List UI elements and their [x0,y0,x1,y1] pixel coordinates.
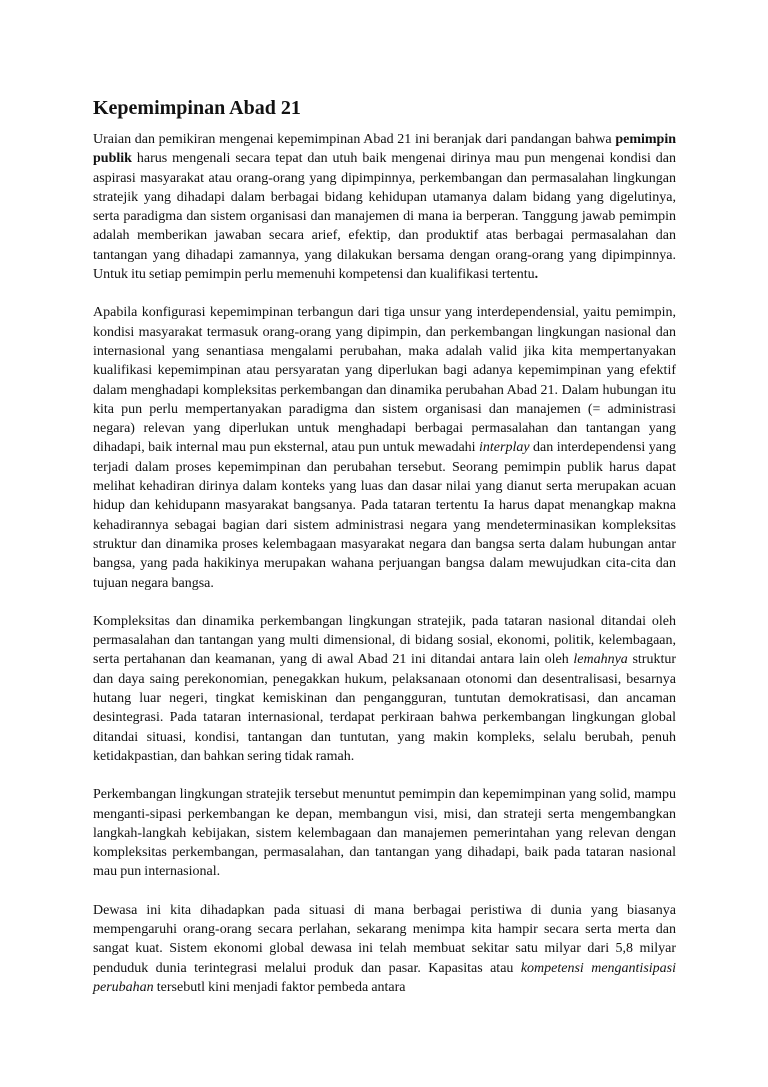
paragraph-5-text-a: Dewasa ini kita dihadapkan pada situasi di mana berbagai peristiwa di dunia yang biasanya mempengaruhi orang-orang secara perlahan, sekarang menimpa kita hampir secara serta merta dan sangat kuat. Sistem ekonomi global dewasa ini telah membuat sekitar satu milyar dari 5,8 milyar penduduk dunia terintegrasi melalui produk dan pasar. Kapasitas atau [93,902,676,976]
paragraph-1-text-c: harus mengenali secara tepat dan utuh baik mengenai dirinya mau pun mengenai kondisi dan aspirasi masyarakat atau orang-orang yang dipimpinnya, perkembangan dan permasalahan lingkungan stratejik yang dihadapi dalam berbagai bidang kehidupan utamanya dalam bidang yang digelutinya, serta paradigma dan sistem organisasi dan manajemen di mana ia berperan. Tanggung jawab pemimpin adalah memberikan jawaban secara arief, efektip, dan produktif atas berbagai permasalahan dan tantangan yang dihadapi zamannya, yang dilakukan bersama dengan orang-orang yang dipimpinnya. Untuk itu setiap pemimpin perlu memenuhi kompetensi dan kualifikasi tertentu [93,151,676,283]
paragraph-3-text-a: Kompleksitas dan dinamika perkembangan lingkungan stratejik, pada tataran nasional ditandai oleh permasalahan dan tantangan yang multi dimensional, di bidang sosial, ekonomi, politik, kelembagaan, serta pertahanan dan keamanan, yang di awal Abad 21 ini ditandai antara lain oleh [93,613,676,668]
paragraph-1 [93,130,676,284]
document-body [93,95,676,997]
paragraph-3 [93,612,676,766]
paragraph-2-italic-term: interplay [479,440,530,456]
paragraph-2-text-c: dan interdependensi yang terjadi dalam proses kepemimpinan dan perubahan tersebut. Seorang pemimpin publik harus dapat melihat kehadiran dirinya dalam konteks yang luas dan dasar nilai yang dianut serta merupakan acuan hidup dan kehidupann masyarakat bangsanya. Pada tataran tertentu Ia harus dapat menangkap makna kehadirannya sebagai bagian dari sistem administrasi negara yang mendeterminasikan kompleksitas struktur dan dinamika proses kelembagaan masyarakat negara dan bangsa serta dalam hubungan antar bangsa, yang pada hakikinya merupakan wahana perjuangan bangsa dalam mewujudkan cita-cita dan tujuan negara bangsa. [93,440,676,591]
paragraph-1-bold-term: pemimpin publik [93,132,676,167]
paragraph-2-text-a: Apabila konfigurasi kepemimpinan terbangun dari tiga unsur yang interdependensial, yaitu pemimpin, kondisi masyarakat termasuk orang-orang yang dipimpin, dan perkembangan lingkungan nasional dan internasional yang senantiasa mengalami perubahan, maka adalah valid jika kita mempertanyakan kualifikasi kepemimpinan atau persyaratan yang diperlukan bagi adanya kepemimpinan yang efektif dalam menghadapi kompleksitas perkembangan dan dinamika perubahan Abad 21. Dalam hubungan itu kita pun perlu mempertanyakan paradigma dan sistem organisasi dan manajemen (= administrasi negara) relevan yang diperlukan untuk menghadapi berbagai permasalahan dan tantangan yang dihadapi, baik internal mau pun eksternal, atau pun untuk mewadahi [93,305,676,456]
paragraph-3-text-c: struktur dan daya saing perekonomian, penegakkan hukum, pelaksanaan otonomi dan desentralisasi, besarnya hutang luar negeri, tingkat kemiskinan dan pengangguran, tuntutan demokratisasi, dan ancaman desintegrasi. Pada tataran internasional, terdapat perkiraan bahwa perkembangan lingkungan global ditandai situasi, kondisi, tantangan dan tuntutan, yang makin kompleks, selalu berubah, penuh ketidakpastian, dan bahkan sering tidak ramah. [93,652,676,764]
paragraph-3-italic-term: lemahnya [573,652,628,668]
paragraph-5-italic-term: kompetensi mengantisipasi perubahan [93,960,676,995]
paragraph-1-bold-period: . [534,267,539,283]
paragraph-2 [93,303,676,592]
paragraph-5-text-c: tersebutl kini menjadi faktor pembeda antara [153,979,406,995]
paragraph-4: Perkembangan lingkungan stratejik tersebut menuntut pemimpin dan kepemimpinan yang solid, mampu menganti-sipasi perkembangan ke depan, membangun visi, misi, dan strateji serta mengembangkan langkah-langkah kebijakan, sistem kelembagaan dan manajemen pemerintahan yang relevan dengan kompleksitas perkembangan, permasalahan, dan tantangan yang dihadapi, baik pada tataran nasional mau pun internasional. [93,787,676,880]
paragraph-1-text-a: Uraian dan pemikiran mengenai kepemimpinan Abad 21 ini beranjak dari pandangan bahwa [93,132,616,147]
paragraph-5 [93,901,676,997]
document-title: Kepemimpinan Abad 21 [93,97,301,119]
